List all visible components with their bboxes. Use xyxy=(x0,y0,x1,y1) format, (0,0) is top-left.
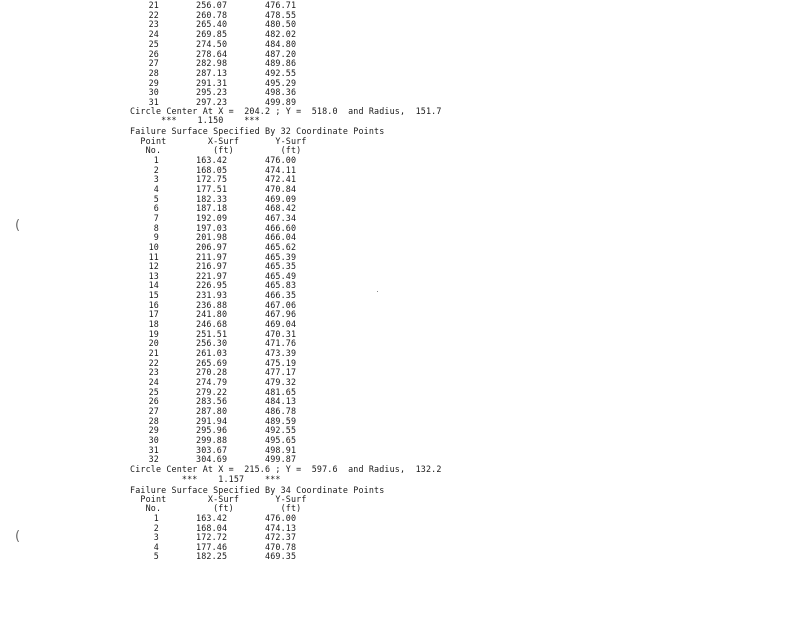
point-number: 22 xyxy=(148,9,159,20)
y-surf-value: 492.55 xyxy=(265,425,297,436)
x-surf-value: 260.78 xyxy=(196,9,228,20)
x-surf-value: 265.40 xyxy=(196,19,228,30)
x-surf-value: 221.97 xyxy=(196,270,228,281)
x-surf-value: 163.42 xyxy=(196,513,228,523)
point-number: 5 xyxy=(153,551,159,561)
factor-of-safety-line-2: *** 1.157 *** xyxy=(130,474,281,484)
y-surf-value: 479.32 xyxy=(265,376,297,387)
x-surf-value: 163.42 xyxy=(196,155,228,165)
y-surf-value: 477.17 xyxy=(265,367,297,378)
point-number: 23 xyxy=(148,19,159,30)
y-surf-value: 482.02 xyxy=(265,29,297,40)
x-surf-value: 177.51 xyxy=(196,183,228,194)
x-surf-value: 283.56 xyxy=(196,396,228,407)
y-surf-value: 476.00 xyxy=(265,155,297,165)
x-surf-value: 236.88 xyxy=(196,299,228,310)
point-number: 12 xyxy=(148,261,159,272)
y-surf-value: 465.39 xyxy=(265,251,297,262)
point-number: 15 xyxy=(148,290,159,301)
x-surf-value: 241.80 xyxy=(196,309,228,320)
point-number: 17 xyxy=(148,309,159,320)
x-surf-value: 291.94 xyxy=(196,415,228,426)
failure-surface-heading-3: Failure Surface Specified By 34 Coordinate Points xyxy=(130,485,385,495)
point-number: 25 xyxy=(148,38,159,49)
x-surf-value: 206.97 xyxy=(196,241,228,252)
point-number: 29 xyxy=(148,425,159,436)
y-surf-value: 470.78 xyxy=(265,541,297,552)
point-number: 9 xyxy=(153,232,159,243)
circle-center-line-1: Circle Center At X = 204.2 ; Y = 518.0 and Radius, 151.7 xyxy=(130,106,442,116)
x-surf-value: 172.72 xyxy=(196,532,228,542)
x-surf-value: 182.33 xyxy=(196,193,228,204)
x-surf-value: 246.68 xyxy=(196,319,228,330)
x-surf-value: 269.85 xyxy=(196,29,228,40)
column-header-row-2: No. (ft) (ft) xyxy=(130,145,302,155)
y-surf-value: 465.83 xyxy=(265,280,297,291)
point-number: 6 xyxy=(153,203,159,214)
point-number: 1 xyxy=(153,513,159,523)
y-surf-value: 470.84 xyxy=(265,183,297,194)
y-surf-value: 471.76 xyxy=(265,338,297,349)
x-surf-value: 211.97 xyxy=(196,251,228,262)
y-surf-value: 487.20 xyxy=(265,48,297,59)
point-number: 24 xyxy=(148,376,159,387)
x-surf-value: 177.46 xyxy=(196,541,228,552)
x-surf-value: 303.67 xyxy=(196,444,228,455)
point-number: 21 xyxy=(148,348,159,358)
point-number: 26 xyxy=(148,48,159,59)
point-number: 19 xyxy=(148,328,159,339)
x-surf-value: 274.50 xyxy=(196,38,228,49)
point-number: 7 xyxy=(153,212,159,223)
y-surf-value: 474.11 xyxy=(265,164,297,175)
x-surf-value: 201.98 xyxy=(196,232,228,243)
y-surf-value: 499.87 xyxy=(265,454,297,465)
x-surf-value: 287.80 xyxy=(196,405,228,416)
y-surf-value: 495.65 xyxy=(265,434,297,445)
x-surf-value: 168.05 xyxy=(196,164,228,175)
point-number: 32 xyxy=(148,454,159,465)
column-header-row-2: No. (ft) (ft) xyxy=(130,503,302,513)
y-surf-value: 475.19 xyxy=(265,357,297,368)
x-surf-value: 226.95 xyxy=(196,280,228,291)
point-number: 14 xyxy=(148,280,159,291)
x-surf-value: 192.09 xyxy=(196,212,228,223)
x-surf-value: 256.07 xyxy=(196,0,228,10)
point-number: 30 xyxy=(148,434,159,445)
point-number: 28 xyxy=(148,67,159,78)
y-surf-value: 468.42 xyxy=(265,203,297,214)
y-surf-value: 465.35 xyxy=(265,261,297,272)
y-surf-value: 492.55 xyxy=(265,67,297,78)
point-number: 26 xyxy=(148,396,159,407)
y-surf-value: 476.00 xyxy=(265,513,297,523)
x-surf-value: 172.75 xyxy=(196,174,228,185)
x-surf-value: 261.03 xyxy=(196,348,228,358)
x-surf-value: 278.64 xyxy=(196,48,228,59)
point-number: 24 xyxy=(148,29,159,40)
point-number: 22 xyxy=(148,357,159,368)
point-number: 8 xyxy=(153,222,159,233)
scan-bracket-mark: ( xyxy=(15,529,21,544)
x-surf-value: 270.28 xyxy=(196,367,228,378)
factor-of-safety-line-1: *** 1.150 *** xyxy=(130,115,260,125)
y-surf-value: 480.50 xyxy=(265,19,297,30)
point-number: 3 xyxy=(153,532,159,542)
y-surf-value: 469.04 xyxy=(265,319,297,330)
y-surf-value: 486.78 xyxy=(265,405,297,416)
point-number: 2 xyxy=(153,164,159,175)
scan-bracket-mark: ( xyxy=(15,218,21,233)
y-surf-value: 472.41 xyxy=(265,174,297,185)
y-surf-value: 469.35 xyxy=(265,551,297,561)
point-number: 21 xyxy=(148,0,159,10)
y-surf-value: 498.36 xyxy=(265,87,297,98)
point-number: 27 xyxy=(148,405,159,416)
point-number: 1 xyxy=(153,155,159,165)
x-surf-value: 279.22 xyxy=(196,386,228,397)
x-surf-value: 295.96 xyxy=(196,425,228,436)
point-number: 25 xyxy=(148,386,159,397)
point-number: 20 xyxy=(148,338,159,349)
x-surf-value: 299.88 xyxy=(196,434,228,445)
x-surf-value: 295.23 xyxy=(196,87,228,98)
scan-speck xyxy=(377,291,378,292)
y-surf-value: 472.37 xyxy=(265,532,297,542)
point-number: 31 xyxy=(148,97,159,107)
x-surf-value: 274.79 xyxy=(196,376,228,387)
x-surf-value: 187.18 xyxy=(196,203,228,214)
point-number: 31 xyxy=(148,444,159,455)
x-surf-value: 291.31 xyxy=(196,77,228,88)
column-header-row-1: Point X-Surf Y-Surf xyxy=(130,136,307,146)
y-surf-value: 478.55 xyxy=(265,9,297,20)
y-surf-value: 481.65 xyxy=(265,386,297,397)
point-number: 18 xyxy=(148,319,159,330)
y-surf-value: 467.96 xyxy=(265,309,297,320)
failure-surface-heading-2: Failure Surface Specified By 32 Coordinate Points xyxy=(130,126,385,136)
point-number: 10 xyxy=(148,241,159,252)
point-number: 4 xyxy=(153,183,159,194)
y-surf-value: 467.06 xyxy=(265,299,297,310)
x-surf-value: 287.13 xyxy=(196,67,228,78)
point-number: 27 xyxy=(148,58,159,69)
y-surf-value: 484.80 xyxy=(265,38,297,49)
point-number: 29 xyxy=(148,77,159,88)
x-surf-value: 197.03 xyxy=(196,222,228,233)
point-number: 30 xyxy=(148,87,159,98)
point-number: 28 xyxy=(148,415,159,426)
circle-center-line-2: Circle Center At X = 215.6 ; Y = 597.6 and Radius, 132.2 xyxy=(130,464,442,474)
y-surf-value: 470.31 xyxy=(265,328,297,339)
x-surf-value: 231.93 xyxy=(196,290,228,301)
y-surf-value: 498.91 xyxy=(265,444,297,455)
y-surf-value: 466.04 xyxy=(265,232,297,243)
point-number: 16 xyxy=(148,299,159,310)
x-surf-value: 265.69 xyxy=(196,357,228,368)
point-number: 5 xyxy=(153,193,159,204)
point-number: 2 xyxy=(153,522,159,533)
x-surf-value: 297.23 xyxy=(196,97,228,107)
y-surf-value: 466.35 xyxy=(265,290,297,301)
x-surf-value: 304.69 xyxy=(196,454,228,465)
x-surf-value: 256.30 xyxy=(196,338,228,349)
y-surf-value: 489.59 xyxy=(265,415,297,426)
x-surf-value: 182.25 xyxy=(196,551,228,561)
point-number: 23 xyxy=(148,367,159,378)
point-number: 11 xyxy=(148,251,159,262)
y-surf-value: 466.60 xyxy=(265,222,297,233)
y-surf-value: 495.29 xyxy=(265,77,297,88)
y-surf-value: 489.86 xyxy=(265,58,297,69)
y-surf-value: 467.34 xyxy=(265,212,297,223)
y-surf-value: 499.89 xyxy=(265,97,297,107)
point-number: 4 xyxy=(153,541,159,552)
y-surf-value: 484.13 xyxy=(265,396,297,407)
y-surf-value: 469.09 xyxy=(265,193,297,204)
x-surf-value: 282.98 xyxy=(196,58,228,69)
x-surf-value: 216.97 xyxy=(196,261,228,272)
y-surf-value: 474.13 xyxy=(265,522,297,533)
x-surf-value: 168.04 xyxy=(196,522,228,533)
y-surf-value: 473.39 xyxy=(265,348,297,358)
point-number: 13 xyxy=(148,270,159,281)
y-surf-value: 465.49 xyxy=(265,270,297,281)
column-header-row-1: Point X-Surf Y-Surf xyxy=(130,494,307,504)
x-surf-value: 251.51 xyxy=(196,328,228,339)
y-surf-value: 476.71 xyxy=(265,0,297,10)
point-number: 3 xyxy=(153,174,159,185)
y-surf-value: 465.62 xyxy=(265,241,297,252)
